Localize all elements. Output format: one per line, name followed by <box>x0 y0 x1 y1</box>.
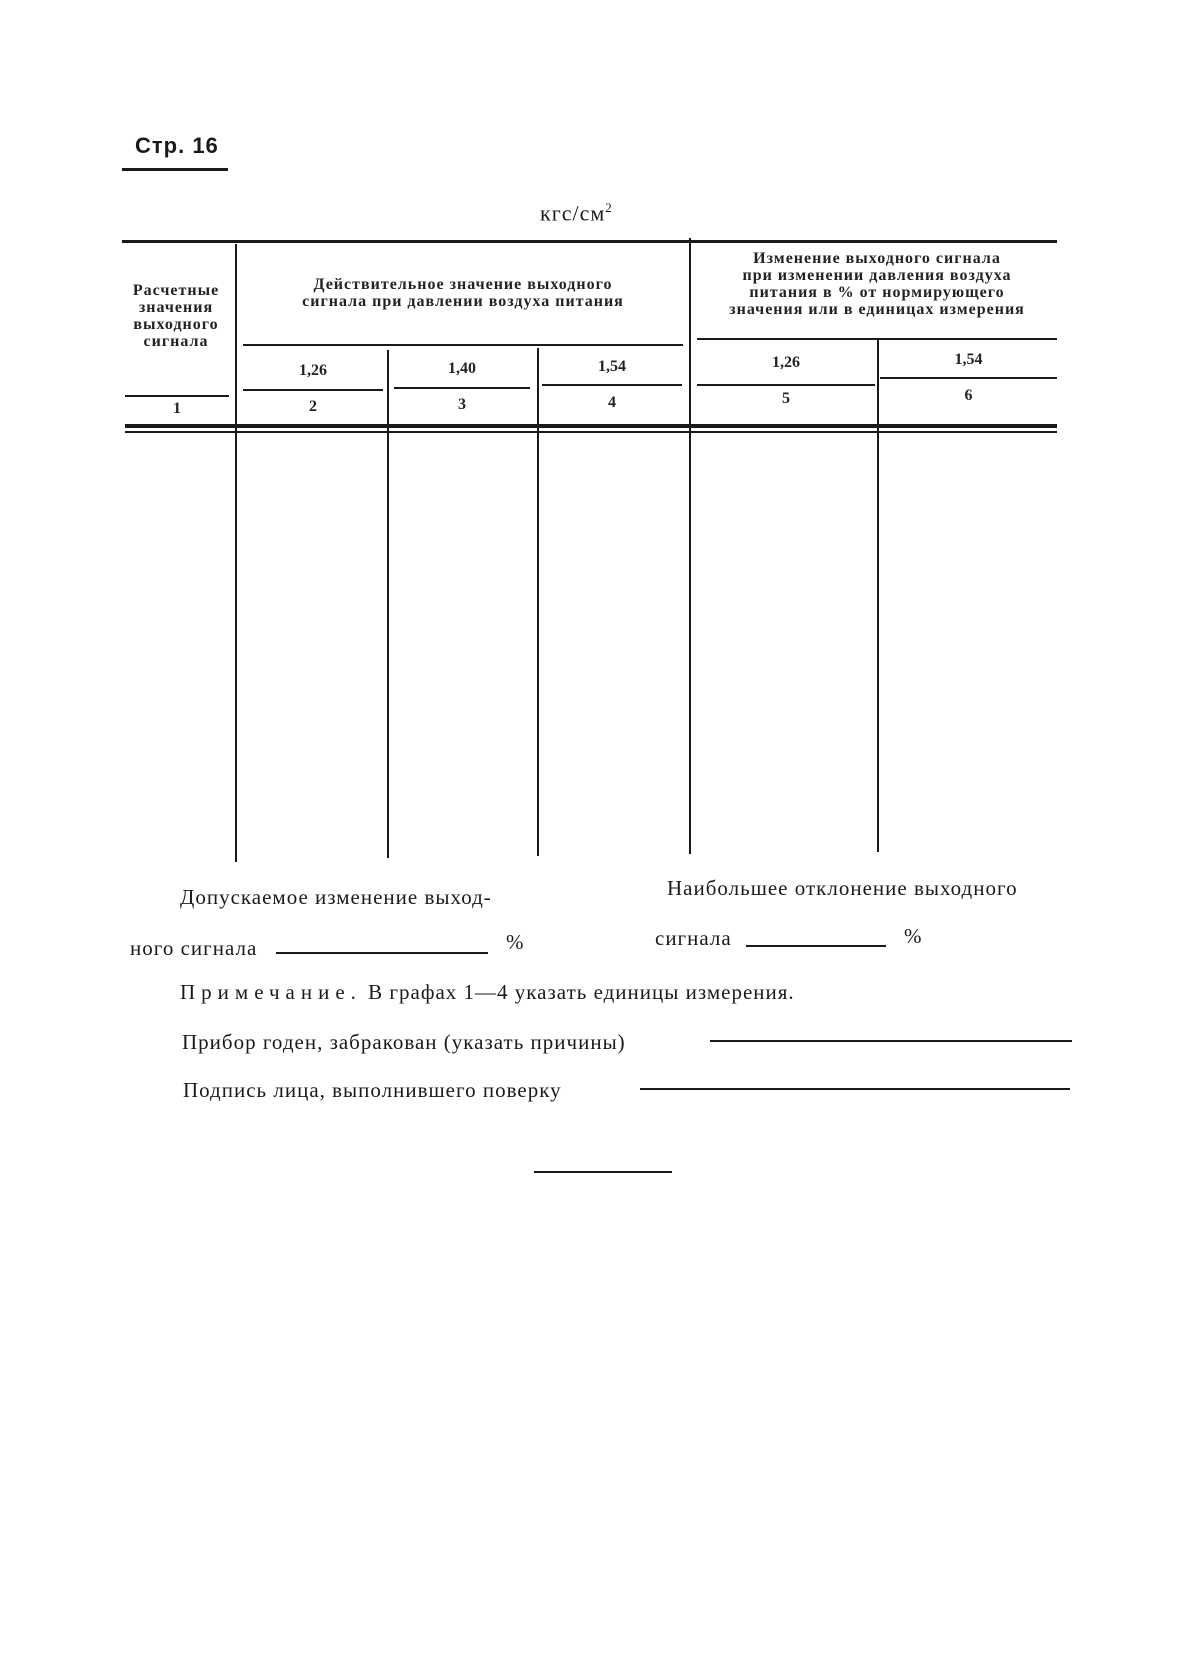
col-divider-3 <box>537 348 539 856</box>
col-divider-4 <box>689 238 691 854</box>
max-deviation-line1: Наибольшее отклонение выходного <box>667 876 1018 900</box>
pressure-row-rule-2 <box>394 387 530 389</box>
max-deviation-field[interactable] <box>746 945 886 947</box>
group2-header-line: Изменение выходного сигнала <box>753 250 1001 267</box>
device-status-field[interactable] <box>710 1040 1072 1042</box>
column-number-3: 3 <box>458 396 466 413</box>
note-line <box>180 980 795 1005</box>
allowed-change-line1: Допускаемое изменение выход- <box>180 885 492 909</box>
pressure-col5: 1,26 <box>772 354 800 371</box>
group2-header <box>695 250 1059 318</box>
pressure-row-rule-5 <box>697 384 875 386</box>
allowed-change-field[interactable] <box>276 952 488 954</box>
pressure-row-rule-3 <box>542 384 682 386</box>
group1-header-line: Действительное значение выходного <box>313 276 613 293</box>
allowed-change-percent: % <box>506 930 525 954</box>
pressure-col6: 1,54 <box>954 351 983 368</box>
pressure-col4: 1,54 <box>598 358 626 375</box>
pressure-col2: 1,26 <box>299 362 327 379</box>
col1-header-line: Расчетные <box>132 282 220 299</box>
header-bottom-rule <box>125 424 1057 428</box>
column-number-5: 5 <box>782 390 790 407</box>
pressure-row-rule-1 <box>243 389 383 391</box>
column-number-6: 6 <box>964 387 973 404</box>
col-divider-1 <box>235 244 237 862</box>
page-number: Стр. 16 <box>135 133 219 158</box>
pressure-col3: 1,40 <box>448 360 476 377</box>
group2-header-line: питания в % от нормирующего <box>749 284 1005 301</box>
max-deviation-percent: % <box>904 924 923 948</box>
group2-header-line: при изменении давления воздуха <box>742 267 1012 284</box>
group1-header <box>245 276 681 310</box>
col1-header <box>120 282 232 350</box>
col-divider-2 <box>387 350 389 858</box>
col1-header-line: значения <box>138 299 214 316</box>
units-superscript: 2 <box>605 200 613 215</box>
group1-header-line: сигнала при давлении воздуха питания <box>302 293 624 310</box>
end-of-page-rule <box>534 1171 672 1173</box>
device-status-label: Прибор годен, забракован (указать причины) <box>182 1030 626 1054</box>
header-bottom-rule-2 <box>125 431 1057 433</box>
column-number-1: 1 <box>173 400 181 417</box>
col-divider-5 <box>877 340 879 852</box>
col1-header-line: выходного <box>133 316 219 333</box>
signature-field[interactable] <box>640 1088 1070 1090</box>
signature-label: Подпись лица, выполнившего поверку <box>183 1078 562 1102</box>
group1-sub-rule <box>243 344 683 346</box>
group2-header-line: значения или в единицах измерения <box>729 301 1025 318</box>
column-number-2: 2 <box>309 398 317 415</box>
units-text: кгс/см <box>540 200 606 226</box>
allowed-change-line2: ного сигнала <box>130 936 258 960</box>
note-text: В графах 1—4 указать единицы измерения. <box>368 980 795 1004</box>
table-top-rule <box>122 240 1057 243</box>
page-number-underline <box>122 168 228 171</box>
col1-number-rule <box>125 395 229 397</box>
max-deviation-line2: сигнала <box>655 926 732 950</box>
column-number-4: 4 <box>608 394 616 411</box>
pressure-row-rule-6 <box>880 377 1057 379</box>
note-label: Примечание. <box>180 980 362 1004</box>
col1-header-line: сигнала <box>143 333 209 350</box>
units-label <box>540 200 613 226</box>
